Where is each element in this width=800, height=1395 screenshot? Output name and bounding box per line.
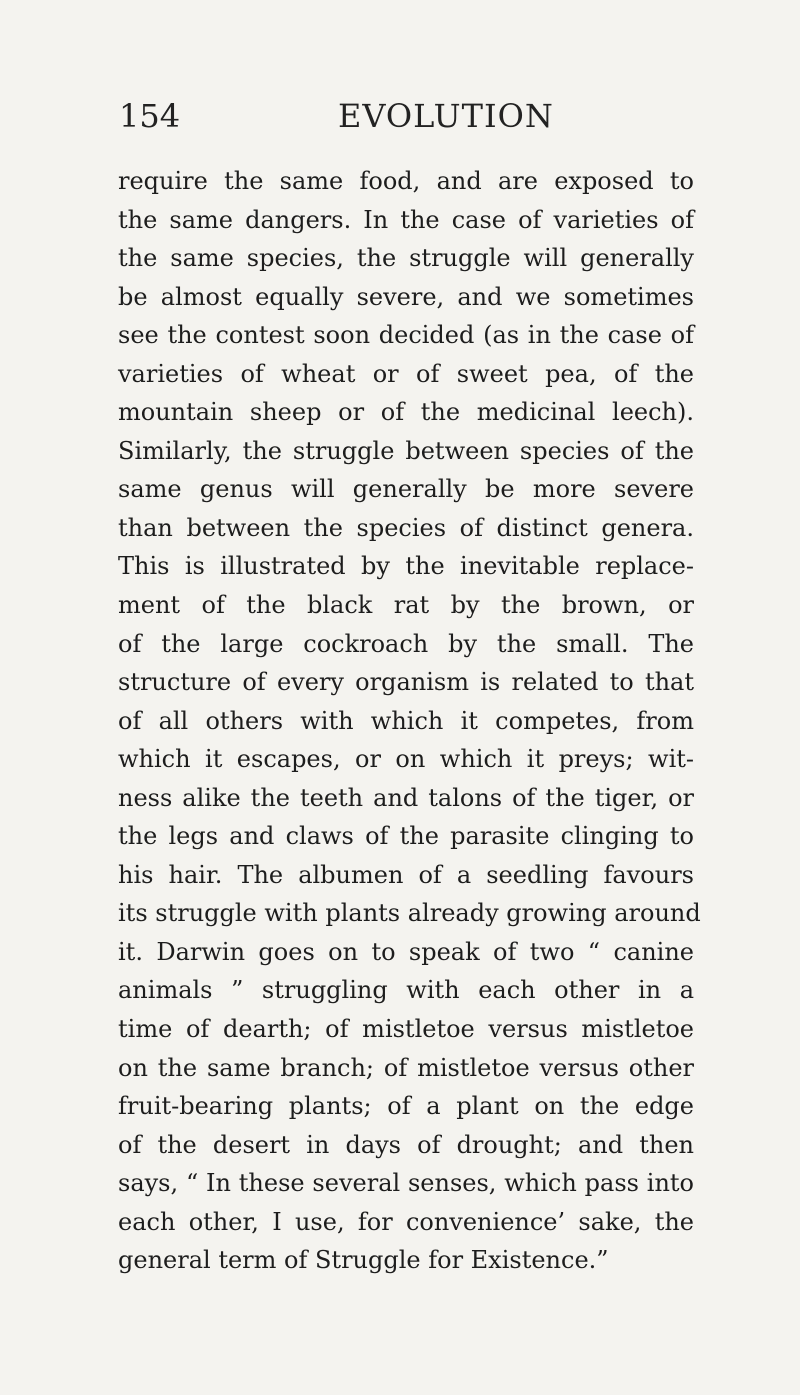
text-line: animals ” struggling with each other in a	[118, 976, 694, 1005]
text-line: it. Darwin goes on to speak of two “ canine	[118, 937, 694, 966]
text-line: on the same branch; of mistletoe versus other	[118, 1053, 694, 1082]
text-line: of the desert in days of drought; and then	[118, 1130, 694, 1159]
text-line: the legs and claws of the parasite clinging to	[118, 822, 694, 851]
page-header	[0, 96, 800, 148]
text-line: varieties of wheat or of sweet pea, of the	[118, 359, 694, 388]
text-line: its struggle with plants already growing around	[118, 899, 701, 928]
text-line: each other, I use, for convenience’ sake, the	[118, 1207, 694, 1236]
text-line: structure of every organism is related to that	[118, 668, 694, 697]
text-line: mountain sheep or of the medicinal leech).	[118, 398, 694, 427]
text-line: be almost equally severe, and we sometimes	[118, 282, 694, 311]
text-line: require the same food, and are exposed to	[118, 167, 694, 195]
text-line: says, “ In these several senses, which pass into	[118, 1169, 694, 1198]
text-line: fruit-bearing plants; of a plant on the edge	[118, 1092, 694, 1121]
text-line: which it escapes, or on which it preys; wit-	[118, 745, 694, 774]
text-line: of all others with which it competes, from	[118, 706, 694, 735]
running-title: EVOLUTION	[338, 97, 554, 135]
text-line: general term of Struggle for Existence.”	[118, 1246, 609, 1275]
text-line: time of dearth; of mistletoe versus mistletoe	[118, 1015, 694, 1044]
text-line: than between the species of distinct genera.	[118, 513, 694, 542]
text-line: see the contest soon decided (as in the case of	[118, 321, 694, 350]
text-line: Similarly, the struggle between species of the	[118, 436, 694, 465]
text-line: his hair. The albumen of a seedling favours	[118, 860, 694, 889]
text-line: ment of the black rat by the brown, or	[118, 591, 694, 620]
body-text	[118, 162, 701, 1280]
page-number: 154	[119, 97, 181, 135]
text-line: of the large cockroach by the small. The	[118, 629, 694, 658]
text-line: ness alike the teeth and talons of the tiger, or	[118, 783, 694, 812]
text-line: This is illustrated by the inevitable replace-	[118, 552, 694, 581]
text-line: the same species, the struggle will generally	[118, 244, 694, 273]
text-line: the same dangers. In the case of varieties of	[118, 205, 694, 234]
text-line: same genus will generally be more severe	[118, 475, 694, 504]
